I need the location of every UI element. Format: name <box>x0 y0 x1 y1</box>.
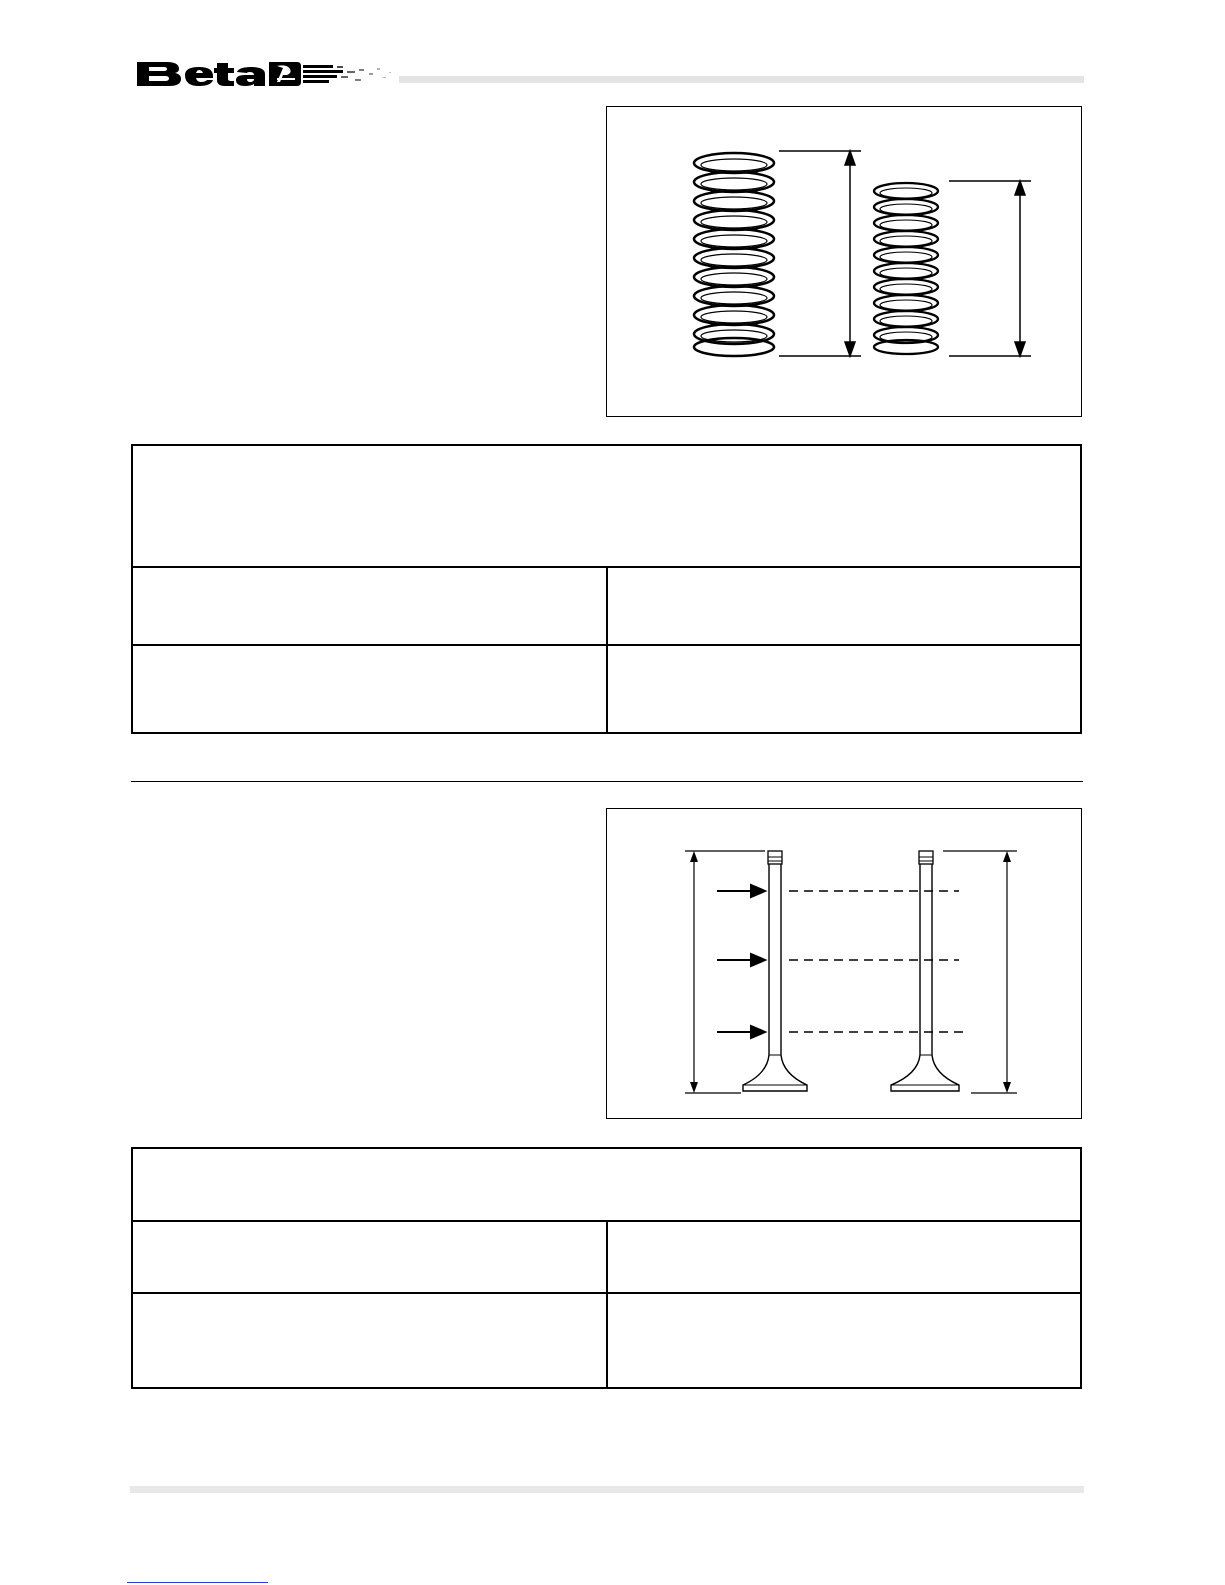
valve-spec-table <box>131 1147 1082 1389</box>
valves-figure <box>606 808 1082 1119</box>
column-divider <box>606 566 608 732</box>
page-link-underline[interactable] <box>127 1582 268 1583</box>
column-divider <box>606 1220 608 1387</box>
valve-springs-figure <box>606 106 1082 417</box>
valves-drawing <box>607 809 1083 1120</box>
spring-spec-table <box>131 444 1082 734</box>
section-divider <box>131 781 1083 782</box>
footer-rule <box>130 1486 1084 1493</box>
brand-logo <box>137 57 399 87</box>
header-rule <box>399 76 1084 83</box>
valve-springs-drawing <box>607 107 1083 418</box>
